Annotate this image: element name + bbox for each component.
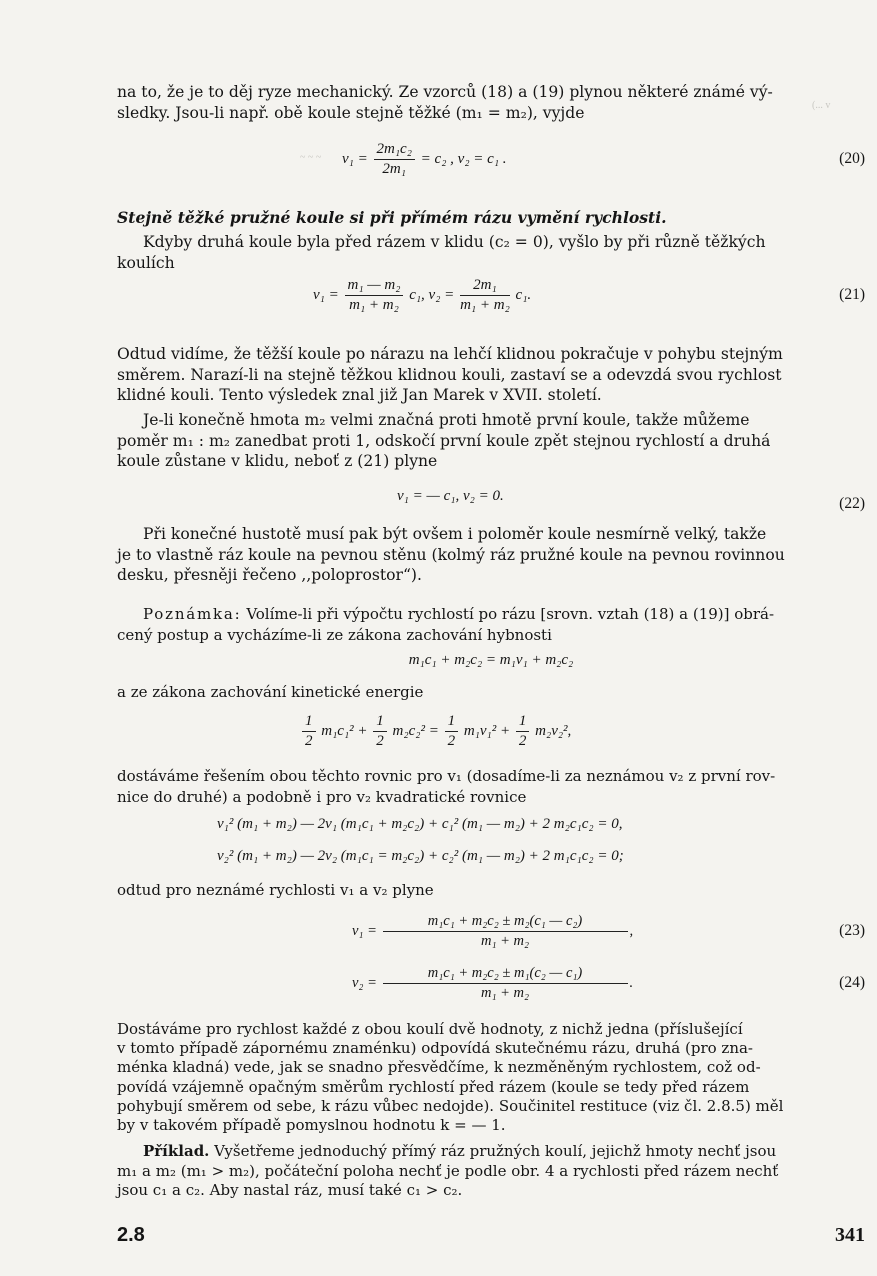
energy-intro: a ze zákona zachování kinetické energie [117, 683, 424, 701]
equation-23 [117, 912, 865, 954]
eq-lhs: v₁ = [352, 922, 377, 939]
eq-lhs: v₁ = [313, 286, 339, 303]
equation-20 [117, 140, 865, 180]
eq-end: c₁. [515, 286, 532, 303]
equation-quadratic-v1 [117, 816, 865, 838]
text-line: Volíme-li při výpočtu rychlostí po rázu [srovn. vztah (18) a (19)] obrá- [241, 605, 775, 623]
eq-body: v₁² (m₁ + m₂) — 2v₁ (m₁c₁ + m₂c₂) + c₁² (m₁ — m₂) + 2 m₂c₁c₂ = 0, [217, 816, 623, 832]
fraction-numerator: 2m₁ [460, 276, 510, 296]
fraction-denominator: m₁ + m₂ [349, 297, 399, 313]
italic-statement: Stejně těžké pružné koule si při přímém rázu vymění rychlosti. [117, 208, 667, 227]
equation-number: (21) [839, 286, 865, 303]
eq-mid: c₁, v₂ = [409, 286, 455, 303]
fraction-numerator: m₁c₁ + m₂c₂ ± m₂(c₁ — c₂) [383, 912, 628, 932]
eq-term: m₂c₂² = [392, 722, 439, 739]
equation-number: (22) [839, 495, 865, 512]
fraction [383, 964, 628, 1003]
text-line: koulích [117, 253, 175, 272]
text-line: Je-li konečně hmota m₂ velmi značná proti hmotě první koule, takže můžeme [143, 411, 750, 429]
note-paragraph [117, 604, 865, 645]
text-line: Při konečné hustotě musí pak být ovšem i poloměr koule nesmírně velký, takže [143, 525, 767, 543]
equation-quadratic-v2 [117, 848, 865, 870]
paragraph-large-mass [117, 410, 865, 472]
eq-end: . [629, 974, 634, 991]
fraction-denominator: 2 [305, 733, 313, 749]
fraction-numerator: 1 [516, 712, 530, 732]
note-heading: Poznámka: [143, 605, 242, 623]
fraction [345, 276, 404, 315]
paragraph-solution-intro: odtud pro neznámé rychlosti v₁ a v₂ plyne [117, 881, 434, 899]
fraction-numerator: 1 [373, 712, 387, 732]
eq-lhs: v₂ = [352, 974, 377, 991]
fraction-denominator: m₁ + m₂ [480, 985, 530, 1001]
text-line: v tomto případě zápornému znaménku) odpovídá skutečnému rázu, druhá (pro zna- [117, 1039, 753, 1058]
equation-energy [117, 712, 865, 756]
fraction [460, 276, 510, 315]
eq-end: , [629, 922, 634, 939]
equation-21 [117, 276, 865, 316]
equation-number: (20) [839, 150, 865, 167]
equation-24 [117, 964, 865, 1006]
text-line: nice do druhé) a podobně i pro v₂ kvadratické rovnice [117, 787, 527, 806]
text-line: Dostáváme pro rychlost každé z obou koulí dvě hodnoty, z nichž jedna (příslušející [117, 1020, 743, 1038]
text-line: cený postup a vycházíme-li ze zákona zachování hybnosti [117, 625, 552, 644]
text-line: Odtud vidíme, že těžší koule po nárazu na lehčí klidnou pokračuje v pohybu stejným [117, 345, 783, 363]
fraction [374, 140, 415, 179]
example-heading: Příklad. [143, 1142, 210, 1160]
fraction-denominator: m₁ + m₂ [480, 933, 530, 949]
text-line: sledky. Jsou-li např. obě koule stejně těžké (m₁ = m₂), vyjde [117, 103, 585, 122]
show-through-text: ~ ~ ~ [300, 152, 322, 163]
fraction-denominator: m₁ + m₂ [460, 297, 510, 313]
fraction-numerator: m₁c₁ + m₂c₂ ± m₁(c₂ — c₁) [383, 964, 628, 984]
paragraph-rest-case [117, 232, 865, 273]
text-line: ménka kladná) vede, jak se snadno přesvědčíme, k nezměněným rychlostem, což od- [117, 1058, 761, 1077]
text-line: směrem. Narazí-li na stejně těžkou klidnou kouli, zastaví se a odevzdá svou rychlost [117, 365, 782, 384]
paragraph-wall [117, 524, 865, 586]
fraction-numerator: 2m₁c₂ [374, 140, 415, 160]
text-line: poměr m₁ : m₂ zanedbat proti 1, odskočí první koule zpět stejnou rychlostí a druhá [117, 431, 771, 450]
fraction [383, 912, 628, 951]
fraction-denominator: 2 [518, 733, 527, 749]
paragraph-quadratic-intro [117, 766, 865, 807]
equation-momentum: m₁c₁ + m₂c₂ = m₁v₁ + m₂c₂ [408, 652, 574, 668]
eq-rest: = c₂ , v₂ = c₁ . [420, 150, 507, 167]
paragraph-intro [117, 82, 865, 123]
eq-term: m₁v₁² + [463, 722, 511, 739]
text-line: koule zůstane v klidu, neboť z (21) plyne [117, 452, 438, 470]
show-through-text: (... v [812, 100, 831, 111]
eq-lhs: v₁ = [342, 150, 368, 167]
paragraph-consequence [117, 344, 865, 406]
fraction-denominator: 2 [376, 733, 384, 749]
fraction-denominator: 2m₁ [382, 161, 406, 177]
text-line: Vyšetřeme jednoduchý přímý ráz pružných koulí, jejichž hmoty nechť jsou [209, 1142, 777, 1160]
eq-term: m₁c₁² + [321, 722, 368, 739]
paragraph-two-values [117, 1020, 865, 1135]
fraction-numerator: m₁ — m₂ [345, 276, 404, 296]
page-number: 341 [835, 1224, 865, 1246]
fraction-numerator: 1 [302, 712, 316, 732]
eq-body: v₂² (m₁ + m₂) — 2v₂ (m₁c₁ = m₂c₂) + c₂² (m₁ — m₂) + 2 m₁c₁c₂ = 0; [217, 848, 624, 864]
text-line: na to, že je to děj ryze mechanický. Ze vzorců (18) a (19) plynou některé známé vý- [117, 83, 773, 101]
text-line: dostáváme řešením obou těchto rovnic pro v₁ (dosadíme-li za neznámou v₂ z první rov- [117, 767, 776, 785]
equation-number: (23) [839, 922, 865, 939]
eq-term: m₂v₂², [535, 722, 572, 739]
text-line: pohybují směrem od sebe, k rázu vůbec nedojde). Součinitel restituce (viz čl. 2.8.5) měl [117, 1096, 784, 1115]
fraction-numerator: 1 [445, 712, 459, 732]
text-line: je to vlastně ráz koule na pevnou stěnu (kolmý ráz pružné koule na pevnou rovinnou [117, 545, 785, 564]
text-line: m₁ a m₂ (m₁ > m₂), počáteční poloha nechť je podle obr. 4 a rychlosti před rázem nechť [117, 1161, 779, 1180]
eq-body: v₁ = — c₁, v₂ = 0. [397, 488, 504, 504]
equation-number: (24) [839, 974, 865, 991]
text-line: by v takovém případě pomyslnou hodnotu k = — 1. [117, 1116, 506, 1135]
text-line: jsou c₁ a c₂. Aby nastal ráz, musí také c₁ > c₂. [117, 1181, 463, 1199]
example-paragraph [117, 1142, 865, 1201]
fraction-denominator: 2 [447, 733, 456, 749]
text-line: Kdyby druhá koule byla před rázem v klidu (c₂ = 0), vyšlo by při různě těžkých [143, 233, 766, 251]
text-line: klidné kouli. Tento výsledek znal již Jan Marek v XVII. století. [117, 386, 602, 404]
equation-22 [117, 485, 865, 525]
text-line: povídá vzájemně opačným směrům rychlostí před rázem (koule se tedy před rázem [117, 1077, 750, 1096]
text-line: desku, přesněji řečeno ,,poloprostor“). [117, 566, 422, 584]
section-number: 2.8 [117, 1224, 145, 1246]
